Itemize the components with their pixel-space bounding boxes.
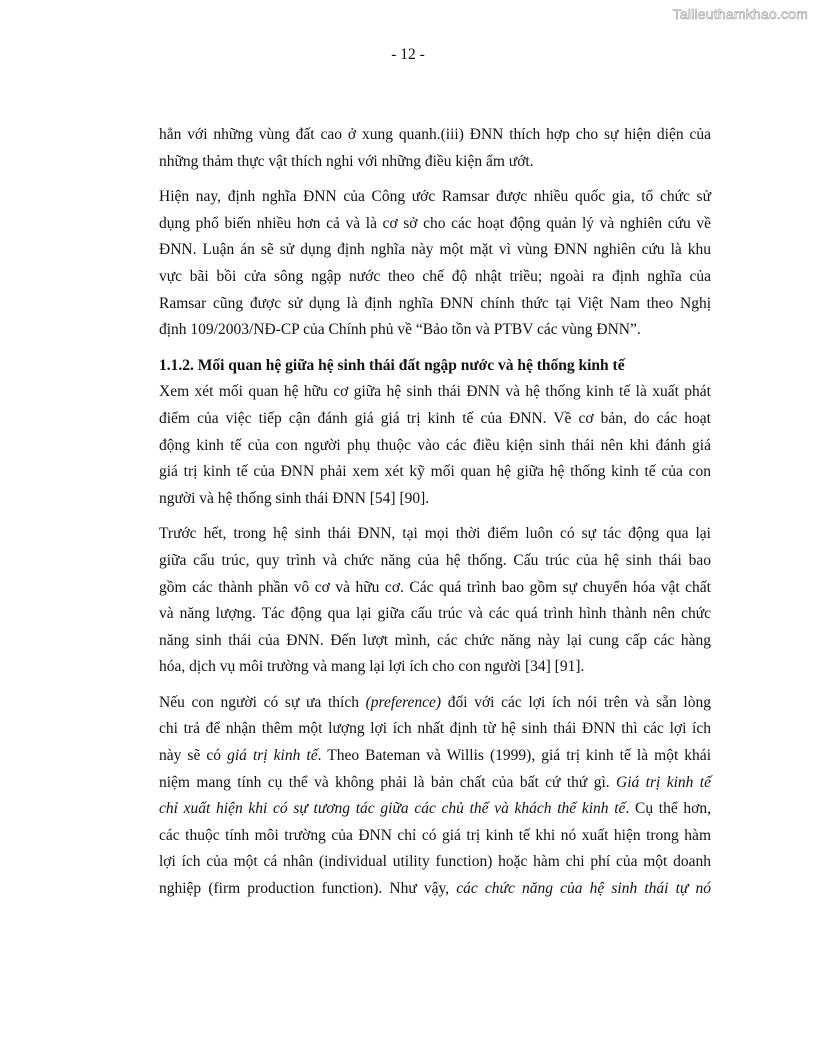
text-line: hóa, dịch vụ môi trường và mang lại lợi ích cho con người [34] [91]. (159, 658, 585, 676)
text-line: người và hệ thống sinh thái ĐNN [54] [90]. (159, 489, 430, 507)
text-line: dụng phổ biến nhiều hơn cả và là cơ sở cho các hoạt động quản lý và nghiên cứu về (159, 214, 711, 232)
text-line (159, 770, 711, 797)
text-line (159, 876, 711, 903)
text-line: Ramsar cũng được sử dụng là định nghĩa ĐNN chính thức tại Việt Nam theo Nghị (159, 294, 711, 312)
text-line: Trước hết, trong hệ sinh thái ĐNN, tại mọi thời điểm luôn có sự tác động qua lại (159, 525, 711, 543)
page-number: - 12 - (391, 46, 425, 63)
text-line: những thảm thực vật thích nghi với những điều kiện ẩm ướt. (159, 152, 534, 170)
section-heading: 1.1.2. Mối quan hệ giữa hệ sinh thái đất ngập nước và hệ thống kinh tế (159, 356, 625, 374)
text-line: lợi ích của một cá nhân (individual utility function) hoặc hàm chi phí của một doanh (159, 853, 711, 871)
paragraph-1 (159, 122, 711, 175)
text-line: gồm các thành phần vô cơ và hữu cơ. Các quá trình bao gồm sự chuyển hóa vật chất (159, 578, 711, 596)
text-line: giữa cấu trúc, quy trình và chức năng của hệ thống. Cấu trúc của hệ sinh thái bao (159, 551, 711, 569)
italic-term: Giá trị kinh tế (616, 773, 711, 791)
text-line: chi trả để nhận thêm một lượng lợi ích nhất định từ hệ sinh thái ĐNN thì các lợi ích (159, 720, 711, 738)
paragraph-4 (159, 521, 711, 681)
italic-term: chỉ xuất hiện khi có sự tương tác giữa các chủ thể và khách thể kinh tế (159, 800, 626, 818)
italic-term: các chức năng của hệ sinh thái tự nó (456, 880, 711, 898)
text-run: niệm mang tính cụ thể và không phải là bản chất của bất cứ thứ gì. (159, 773, 617, 791)
text-line: Xem xét mối quan hệ hữu cơ giữa hệ sinh thái ĐNN và hệ thống kinh tế là xuất phát (159, 383, 711, 401)
text-line: giá trị kinh tế của ĐNN phải xem xét kỹ mối quan hệ giữa hệ thống kinh tế của con (159, 463, 711, 481)
text-line (159, 743, 711, 770)
text-line: và năng lượng. Tác động qua lại giữa cấu trúc và các quá trình hình thành nên chức (159, 605, 711, 623)
text-run: đối với các lợi ích nói trên và sẵn lòng (441, 693, 711, 711)
paragraph-3 (159, 379, 711, 512)
text-line: các thuộc tính môi trường của ĐNN chỉ có giá trị kinh tế khi nó xuất hiện trong hàm (159, 826, 711, 844)
text-line: ĐNN. Luận án sẽ sử dụng định nghĩa này một mặt vì vùng ĐNN nghiên cứu là khu (159, 241, 711, 259)
text-line: Hiện nay, định nghĩa ĐNN của Công ước Ramsar được nhiều quốc gia, tổ chức sử (159, 188, 711, 206)
text-line: định 109/2003/NĐ-CP của Chính phủ về “Bảo tồn và PTBV các vùng ĐNN”. (159, 321, 641, 339)
paragraph-2 (159, 184, 711, 344)
watermark-text: Tailieuthamkhao.com (672, 6, 808, 22)
text-line (159, 796, 711, 823)
paragraph-5 (159, 690, 711, 903)
text-run: . Cụ thể hơn, (625, 800, 711, 818)
text-run: nghiệp (firm production function). Như vậy, (159, 880, 457, 898)
text-line: hẳn với những vùng đất cao ở xung quanh.(iii) ĐNN thích hợp cho sự hiện diện của (159, 126, 711, 143)
text-run: này sẽ có (159, 747, 228, 765)
text-line: vực bãi bồi cửa sông ngập nước theo chế độ nhật triều; ngoài ra định nghĩa của (159, 267, 711, 285)
text-line: động kinh tế của con người phụ thuộc vào các điều kiện sinh thái nên khi đánh giá (159, 436, 711, 454)
text-line: điểm của việc tiếp cận đánh giá giá trị kinh tế của ĐNN. Về cơ bản, do các hoạt (159, 409, 711, 427)
text-line (159, 690, 711, 717)
document-body (159, 122, 711, 912)
italic-term: giá trị kinh tế (227, 747, 318, 765)
italic-term: (preference) (365, 693, 442, 711)
text-line: năng sinh thái của ĐNN. Đến lượt mình, các chức năng này lại cung cấp các hàng (159, 631, 711, 649)
text-run: . Theo Bateman và Willis (1999), giá trị kinh tế là một khái (317, 747, 711, 765)
text-run: Nếu con người có sự ưa thích (159, 693, 366, 711)
